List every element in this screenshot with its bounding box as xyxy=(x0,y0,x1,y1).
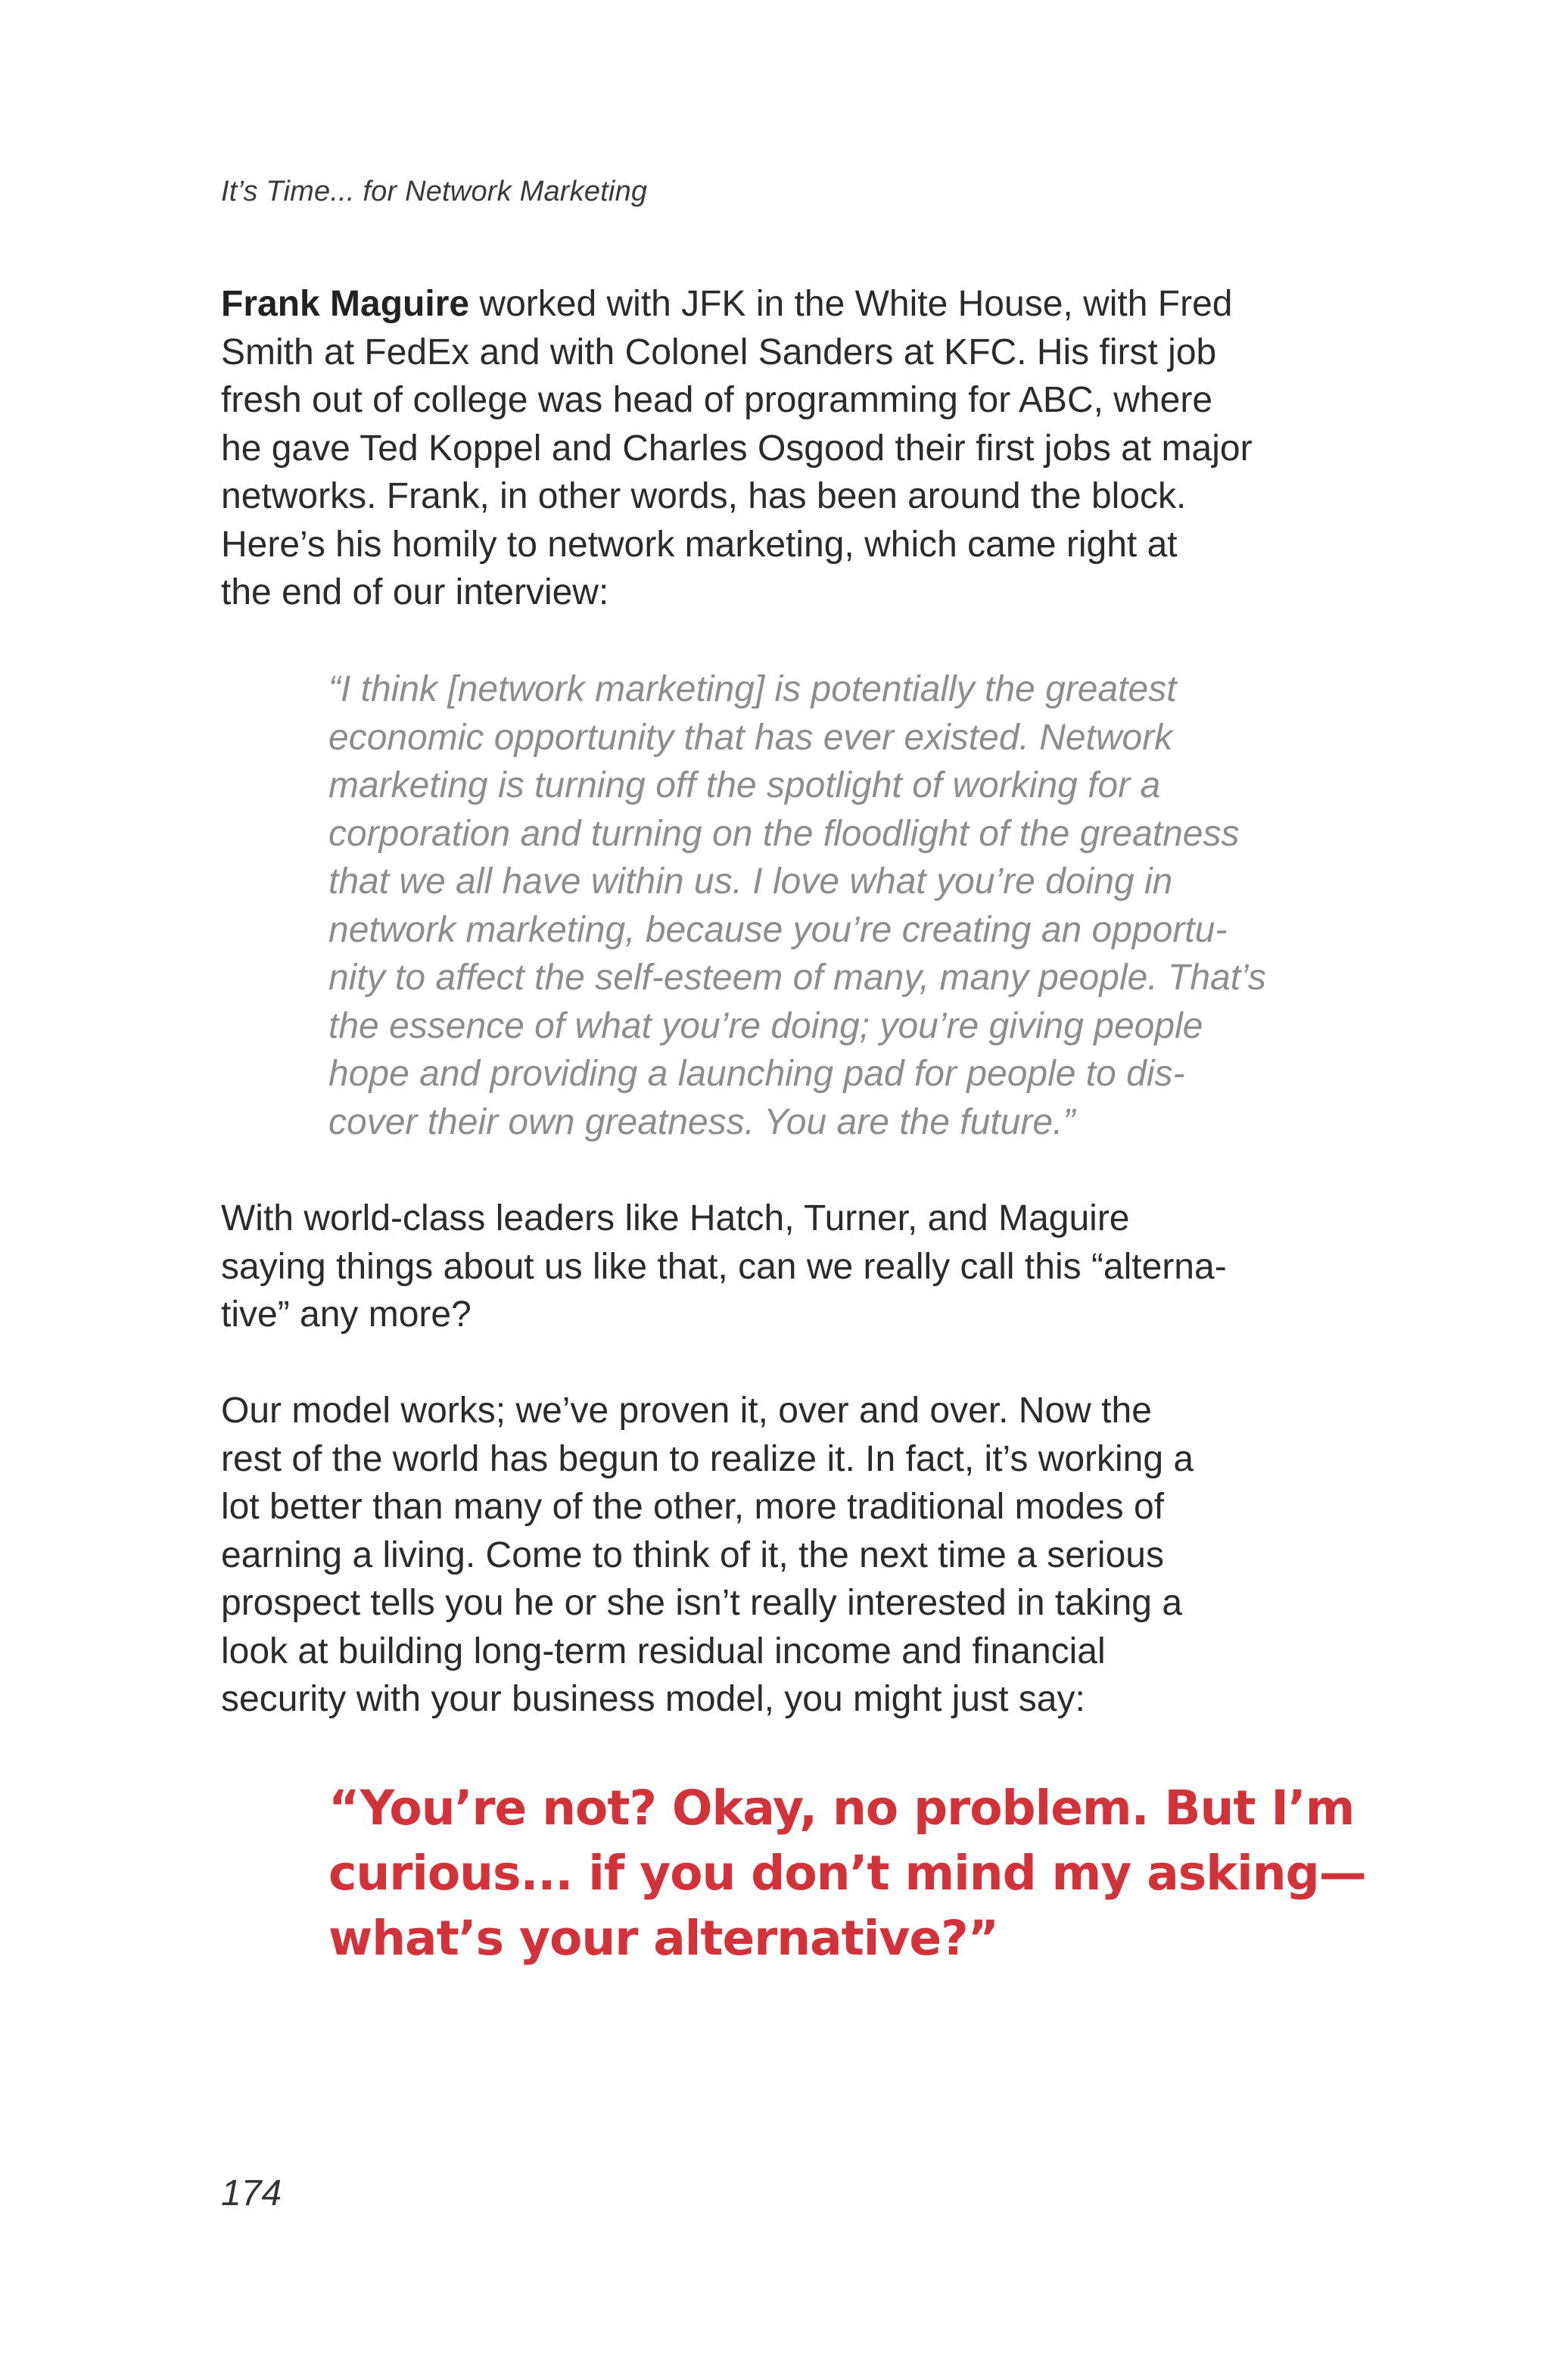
paragraph-line: he gave Ted Koppel and Charles Osgood their first jobs at major xyxy=(221,428,1253,469)
paragraph-line: earning a living. Come to think of it, the next time a serious xyxy=(221,1534,1164,1575)
paragraph-line: tive” any more? xyxy=(221,1294,472,1335)
paragraph-line: With world-class leaders like Hatch, Turner, and Maguire xyxy=(221,1198,1130,1238)
maguire-quote xyxy=(328,665,1335,1146)
page-number: 174 xyxy=(221,2173,282,2213)
paragraph-line: saying things about us like that, can we really call this “alterna- xyxy=(221,1246,1227,1287)
paragraph-line: Here’s his homily to network marketing, which came right at xyxy=(221,524,1178,565)
quote-line: nity to affect the self-esteem of many, many people. That’s xyxy=(328,958,1266,998)
quote-line: “I think [network marketing] is potentially the greatest xyxy=(328,669,1177,709)
quote-line: network marketing, because you’re creating an opportu- xyxy=(328,909,1228,950)
paragraph-line: Smith at FedEx and with Colonel Sanders at KFC. His first job xyxy=(221,332,1217,372)
paragraph-line-text: worked with JFK in the White House, with Fred xyxy=(469,284,1233,324)
paragraph-world-class-leaders xyxy=(221,1195,1334,1339)
alternative-callout xyxy=(328,1776,1388,1971)
running-head: It’s Time... for Network Marketing xyxy=(221,176,648,207)
paragraph-line: the end of our interview: xyxy=(221,572,609,612)
paragraph-line: rest of the world has begun to realize it. In fact, it’s working a xyxy=(221,1438,1194,1479)
paragraph-line: security with your business model, you might just say: xyxy=(221,1679,1085,1719)
paragraph-line: prospect tells you he or she isn’t really interested in taking a xyxy=(221,1583,1183,1623)
callout-line: what’s your alternative?” xyxy=(328,1911,999,1966)
paragraph-line: fresh out of college was head of programming for ABC, where xyxy=(221,380,1213,420)
quote-line: corporation and turning on the floodlight of the greatness xyxy=(328,813,1240,854)
paragraph-line: lot better than many of the other, more traditional modes of xyxy=(221,1487,1165,1527)
quote-line: cover their own greatness. You are the future.” xyxy=(328,1101,1075,1142)
paragraph-line: networks. Frank, in other words, has been around the block. xyxy=(221,476,1187,516)
paragraph-line: Our model works; we’ve proven it, over and over. Now the xyxy=(221,1391,1152,1431)
callout-line: “You’re not? Okay, no problem. But I’m xyxy=(328,1780,1355,1836)
callout-line: curious... if you don’t mind my asking— xyxy=(328,1846,1366,1901)
quote-line: hope and providing a launching pad for people to dis- xyxy=(328,1054,1185,1094)
quote-line: marketing is turning off the spotlight of working for a xyxy=(328,765,1161,805)
paragraph-frank-maguire xyxy=(221,280,1334,617)
quote-line: that we all have within us. I love what you’re doing in xyxy=(328,861,1173,902)
paragraph-our-model-works xyxy=(221,1387,1334,1724)
paragraph-line xyxy=(221,280,1334,329)
quote-line: economic opportunity that has ever existed. Network xyxy=(328,717,1173,758)
quote-line: the essence of what you’re doing; you’re giving people xyxy=(328,1005,1203,1046)
paragraph-line: look at building long-term residual income and financial xyxy=(221,1631,1106,1671)
bold-name: Frank Maguire xyxy=(221,284,470,324)
